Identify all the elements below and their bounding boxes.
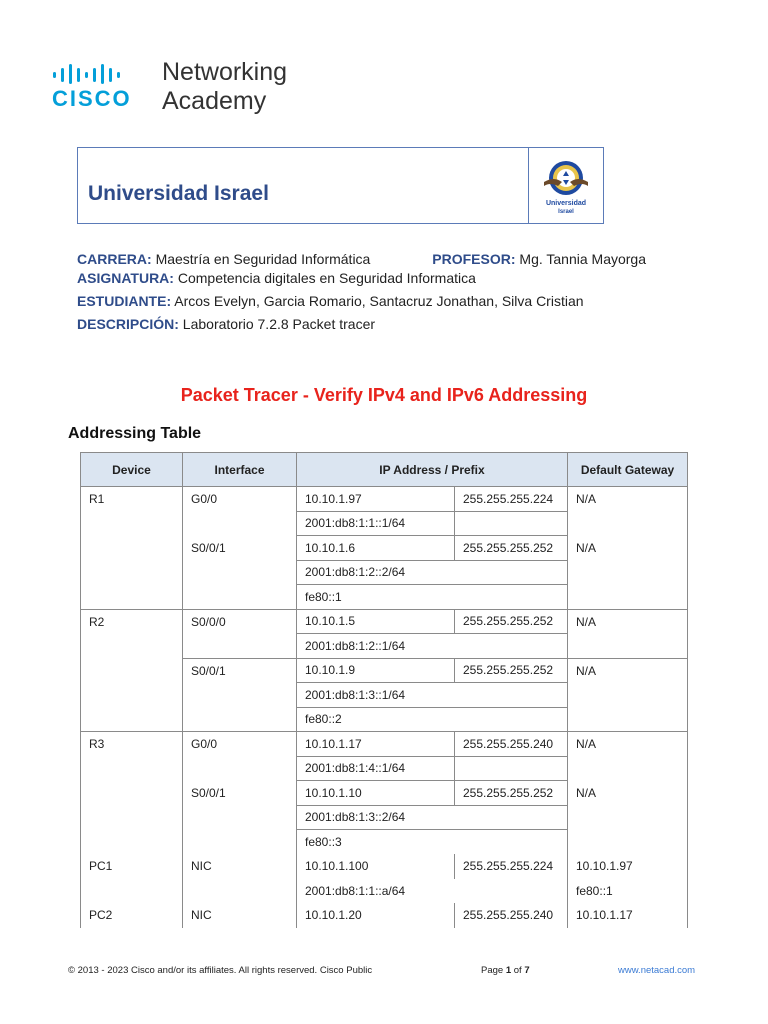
cell-ip: fe80::1 [297,585,455,610]
table-row [81,903,688,928]
table-row [81,487,688,512]
page-prefix: Page [481,965,506,976]
table-row [81,560,688,585]
descripcion-value: Laboratorio 7.2.8 Packet tracer [182,316,376,332]
cell-mask: 255.255.255.252 [455,658,568,683]
cell-mask [455,830,568,855]
cell-interface: S0/0/1 [183,658,297,683]
cell-ip: 10.10.1.20 [297,903,455,928]
svg-text:Israel: Israel [558,209,574,215]
logo-line-academy: Academy [162,87,267,115]
cell-gateway: N/A [568,609,688,634]
cell-mask: 255.255.255.252 [455,781,568,806]
cell-interface [183,560,297,585]
cisco-wordmark: CISCO [52,86,132,111]
cell-ip: fe80::3 [305,835,342,849]
cell-interface [183,756,297,781]
cell-interface [183,707,297,732]
cell-interface: NIC [183,903,297,928]
cell-ip: 10.10.1.6 [297,536,455,561]
table-row [81,536,688,561]
cell-interface: S0/0/0 [183,609,297,634]
cell-mask: 255.255.255.224 [455,854,568,879]
table-row [81,585,688,610]
cell-ip: 2001:db8:1:1::a/64 [305,883,406,898]
table-row [81,830,688,855]
descripcion-label: DESCRIPCIÓN: [77,316,179,332]
cell-device [81,879,183,904]
cell-mask [455,707,568,732]
header-default-gateway: Default Gateway [568,453,688,487]
cell-ip: 2001:db8:1:2::1/64 [297,634,455,659]
cell-device: R1 [81,487,183,512]
cell-mask [455,511,568,536]
cell-gateway: fe80::1 [568,879,688,904]
header-device: Device [81,453,183,487]
cell-device: PC1 [81,854,183,879]
cell-device [81,756,183,781]
cell-ip: 2001:db8:1:1::1/64 [297,511,455,536]
cell-device: PC2 [81,903,183,928]
cell-interface: NIC [183,854,297,879]
cell-mask: 255.255.255.240 [455,732,568,757]
cell-gateway [568,560,688,585]
cell-ip: 10.10.1.100 [297,854,455,879]
cell-gateway [568,756,688,781]
header-interface: Interface [183,453,297,487]
table-row [81,634,688,659]
cell-gateway [568,683,688,708]
cell-gateway [568,830,688,855]
cell-device [81,536,183,561]
profesor-value: Mg. Tannia Mayorga [519,251,646,267]
university-header-box [77,147,529,224]
cell-device [81,585,183,610]
table-row [81,732,688,757]
cell-ip: 10.10.1.5 [297,609,455,634]
cell-gateway [568,585,688,610]
asignatura-value: Competencia digitales en Seguridad Informatica [177,270,476,286]
info-row-descripcion [77,316,375,332]
cell-interface [183,805,297,830]
university-name: Universidad Israel [88,182,269,205]
table-row [81,854,688,879]
cell-gateway [568,805,688,830]
cell-ip: fe80::2 [297,707,455,732]
carrera-label: CARRERA: [77,251,152,267]
cell-gateway: N/A [568,487,688,512]
info-row-asignatura [77,270,476,286]
addressing-table-heading: Addressing Table [68,425,202,442]
page-sep: of [511,965,525,976]
header-ip-address: IP Address / Prefix [297,453,568,487]
cell-device [81,805,183,830]
university-seal-icon [536,156,596,216]
carrera-value: Maestría en Seguridad Informática [155,251,371,267]
cell-ip: 2001:db8:1:3::1/64 [297,683,455,708]
table-row [81,879,688,904]
profesor-label: PROFESOR: [432,251,516,267]
cell-interface [183,585,297,610]
cell-ip: 10.10.1.10 [297,781,455,806]
cell-device: R2 [81,609,183,634]
table-row [81,658,688,683]
cell-gateway: N/A [568,781,688,806]
info-row-carrera-profesor [77,251,646,267]
cell-gateway: 10.10.1.97 [568,854,688,879]
cell-mask: 255.255.255.224 [455,487,568,512]
university-seal-box [529,147,604,224]
cell-device: R3 [81,732,183,757]
cell-mask [455,683,568,708]
cisco-networking-academy-logo [52,58,312,118]
cell-gateway: N/A [568,732,688,757]
info-row-estudiante [77,293,584,309]
cell-device [81,560,183,585]
cell-mask [455,560,568,585]
footer-website-link[interactable]: www.netacad.com [618,965,696,976]
cell-device [81,830,183,855]
cell-gateway [568,707,688,732]
table-row [81,609,688,634]
cell-gateway: N/A [568,658,688,683]
cell-interface [183,879,297,904]
cell-gateway [568,511,688,536]
estudiante-value: Arcos Evelyn, Garcia Romario, Santacruz Jonathan, Silva Cristian [174,293,584,309]
cell-device [81,707,183,732]
cell-mask [455,805,568,830]
cell-interface [183,511,297,536]
table-row [81,511,688,536]
asignatura-label: ASIGNATURA: [77,270,174,286]
table-row [81,756,688,781]
cell-ip: 10.10.1.9 [297,658,455,683]
cell-ip: 10.10.1.97 [297,487,455,512]
cell-gateway: 10.10.1.17 [568,903,688,928]
cell-ip: 2001:db8:1:2::2/64 [297,560,455,585]
cell-ip: 2001:db8:1:3::2/64 [297,805,455,830]
addressing-table [80,452,688,928]
cisco-bars-icon [52,64,150,84]
cell-mask [455,585,568,610]
cell-mask: 255.255.255.240 [455,903,568,928]
cell-mask [455,879,568,904]
cell-interface: G0/0 [183,487,297,512]
svg-text:Universidad: Universidad [545,200,587,207]
cell-device [81,658,183,683]
table-row [81,683,688,708]
logo-line-networking: Networking [162,58,288,86]
cell-device [81,634,183,659]
cell-mask: 255.255.255.252 [455,609,568,634]
cell-interface: S0/0/1 [183,781,297,806]
table-header-row [81,453,688,487]
cell-interface: S0/0/1 [183,536,297,561]
cell-interface [183,830,297,855]
table-row [81,781,688,806]
document-title: Packet Tracer - Verify IPv4 and IPv6 Addressing [180,385,588,405]
cell-device [81,511,183,536]
footer-page-number [481,965,530,976]
page-current: 1 [505,965,512,976]
cell-interface: G0/0 [183,732,297,757]
cell-gateway [568,634,688,659]
cell-device [81,683,183,708]
cell-mask: 255.255.255.252 [455,536,568,561]
cell-ip: 10.10.1.17 [297,732,455,757]
cell-interface [183,634,297,659]
cell-mask [455,756,568,781]
cell-interface [183,683,297,708]
table-row [81,707,688,732]
cell-ip: 2001:db8:1:4::1/64 [297,756,455,781]
footer-copyright: © 2013 - 2023 Cisco and/or its affiliates. All rights reserved. Cisco Public [68,965,373,976]
table-row [81,805,688,830]
estudiante-label: ESTUDIANTE: [77,293,172,309]
cell-mask [455,634,568,659]
page-total: 7 [524,965,530,976]
cell-gateway: N/A [568,536,688,561]
cell-device [81,781,183,806]
